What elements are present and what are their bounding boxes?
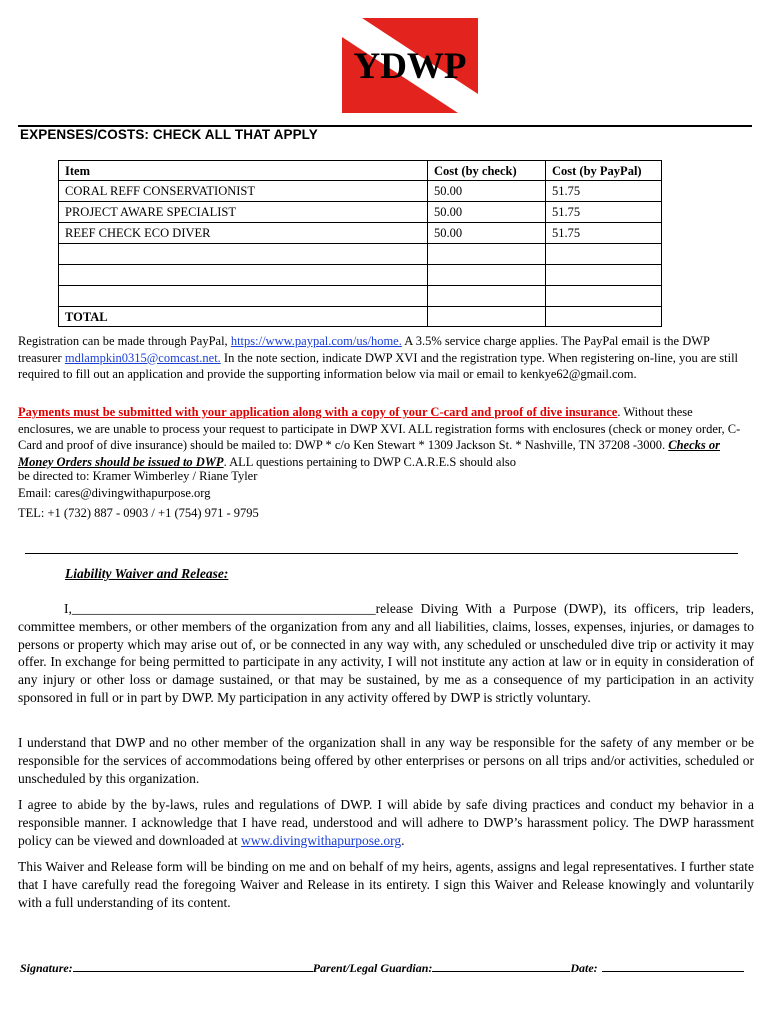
total-check-cell[interactable] bbox=[428, 307, 546, 327]
table-row[interactable] bbox=[59, 223, 662, 244]
table-row[interactable] bbox=[59, 202, 662, 223]
waiver-paragraph-4: This Waiver and Release form will be binding on me and on behalf of my heirs, agents, assigns and legal representatives. I further state that I have carefully read the foregoing Waiver and Release in its entirety. I sign this Waiver and Release knowingly and voluntarily with a full understanding of its content. bbox=[18, 859, 754, 910]
payment-text: . ALL questions pertaining to DWP C.A.R.E.S should also bbox=[223, 454, 517, 469]
paypal-link[interactable]: https://www.paypal.com/us/home. bbox=[230, 334, 402, 348]
waiver-text: release Diving With a Purpose (DWP), its officers, trip leaders, committee members, or other members of the organization from any and all liabilities, claims, losses, expenses, injuries, or damages to persons or property which may arise out of, or be connected in any way with, any scheduled or unscheduled dive trip or activity it may offer. In exchange for being permitted to participate in any activity, I will not institute any action at law or in equity in consideration of any injury or other loss or damage sustained, or that may be sustained, by me as a consequence of my participation in an activity sponsored in full or in part by DWP. My participation in any activity offered by DWP is strictly voluntary. bbox=[18, 601, 754, 705]
ydwp-logo bbox=[342, 18, 478, 113]
signature-field[interactable] bbox=[73, 960, 313, 972]
item-cell: PROJECT AWARE SPECIALIST bbox=[59, 202, 428, 223]
check-cost-cell: 50.00 bbox=[428, 223, 546, 244]
waiver-title: Liability Waiver and Release: bbox=[65, 566, 229, 581]
paypal-text: In the note section, indicate DWP XVI and the registration type. When registering on-line, you are still required to fill out an application and provide the supporting information below via mail or email to kenkye62@gmail.com. bbox=[18, 350, 739, 381]
waiver-text: I agree to abide by the by-laws, rules and regulations of DWP. I will abide by safe diving practices and conduct my behavior in a responsible manner. I acknowledge that I have read, understood and will adhere to DWP’s harassment policy. The DWP harassment policy can be viewed and downloaded at bbox=[18, 797, 754, 848]
contact-phone: TEL: +1 (732) 887 - 0903 / +1 (754) 971 - 9795 bbox=[18, 506, 259, 520]
paypal-cost-cell[interactable] bbox=[546, 286, 662, 307]
item-cell: REEF CHECK ECO DIVER bbox=[59, 223, 428, 244]
signature-row bbox=[20, 960, 760, 976]
waiver-paragraph-2: I understand that DWP and no other member of the organization shall in any way be responsible for the safety of any member or be responsible for the services of accommodations being offered by other enterprises or persons on all trips and/or activities, scheduled or unscheduled by this organization. bbox=[18, 735, 754, 786]
check-cost-cell[interactable] bbox=[428, 286, 546, 307]
section-title: EXPENSES/COSTS: CHECK ALL THAT APPLY bbox=[20, 127, 318, 142]
contact-email: Email: cares@divingwithapurpose.org bbox=[18, 486, 211, 500]
table-row-empty[interactable] bbox=[59, 265, 662, 286]
waiver-paragraph-1 bbox=[18, 600, 754, 707]
paypal-cost-cell: 51.75 bbox=[546, 223, 662, 244]
payee-notice: Checks or Money Orders should be issued to DWP bbox=[18, 438, 720, 469]
name-blank-field[interactable]: _____________________________________________ bbox=[71, 601, 376, 616]
total-paypal-cell[interactable] bbox=[546, 307, 662, 327]
paypal-cost-cell: 51.75 bbox=[546, 202, 662, 223]
dwp-website-link[interactable]: www.divingwithapurpose.org bbox=[241, 832, 402, 848]
check-cost-cell[interactable] bbox=[428, 244, 546, 265]
header-cost-check: Cost (by check) bbox=[428, 161, 546, 181]
header-item: Item bbox=[59, 161, 428, 181]
payment-instructions bbox=[18, 404, 746, 470]
section-divider bbox=[25, 553, 738, 554]
table-row-empty[interactable] bbox=[59, 286, 662, 307]
item-cell[interactable] bbox=[59, 286, 428, 307]
paypal-instructions bbox=[18, 333, 746, 383]
cost-table bbox=[58, 160, 662, 327]
date-label: Date: bbox=[570, 961, 598, 975]
check-cost-cell: 50.00 bbox=[428, 181, 546, 202]
guardian-field[interactable] bbox=[432, 960, 570, 972]
paypal-cost-cell[interactable] bbox=[546, 244, 662, 265]
dive-flag-logo-icon bbox=[342, 18, 478, 113]
table-row[interactable] bbox=[59, 181, 662, 202]
guardian-label: Parent/Legal Guardian: bbox=[312, 961, 433, 975]
table-total-row bbox=[59, 307, 662, 327]
item-cell: CORAL REFF CONSERVATIONIST bbox=[59, 181, 428, 202]
waiver-text: . bbox=[401, 832, 405, 848]
paypal-cost-cell[interactable] bbox=[546, 265, 662, 286]
table-row-empty[interactable] bbox=[59, 244, 662, 265]
paypal-text: A 3.5% service charge applies. The PayPal email is the DWP treasurer bbox=[18, 334, 710, 365]
check-cost-cell[interactable] bbox=[428, 265, 546, 286]
signature-label: Signature: bbox=[20, 961, 73, 975]
waiver-i: I, bbox=[64, 601, 72, 616]
payment-warning: Payments must be submitted with your application along with a copy of your C-card and proof of dive insurance bbox=[18, 405, 618, 419]
total-label: TOTAL bbox=[59, 307, 428, 327]
waiver-paragraph-3 bbox=[18, 796, 754, 849]
treasurer-email-link[interactable]: mdlampkin0315@comcast.net. bbox=[64, 350, 221, 365]
item-cell[interactable] bbox=[59, 244, 428, 265]
contact-names: be directed to: Kramer Wimberley / Riane Tyler bbox=[18, 469, 258, 483]
header-cost-paypal: Cost (by PayPal) bbox=[546, 161, 662, 181]
logo-text: YDWP bbox=[353, 46, 467, 87]
paypal-cost-cell: 51.75 bbox=[546, 181, 662, 202]
payment-text: . Without these enclosures, we are unable to process your request to participate in DWP XVI. ALL registration forms with enclosures (check or money order, C-Card and proof of dive insurance) should be mailed to: DWP * c/o Ken Stewart * 1309 Jackson St. * Nashville, TN 37208 -3000. bbox=[18, 405, 741, 452]
item-cell[interactable] bbox=[59, 265, 428, 286]
check-cost-cell: 50.00 bbox=[428, 202, 546, 223]
date-field[interactable] bbox=[602, 960, 744, 972]
table-header-row bbox=[59, 161, 662, 181]
paypal-text: Registration can be made through PayPal, bbox=[18, 334, 231, 348]
